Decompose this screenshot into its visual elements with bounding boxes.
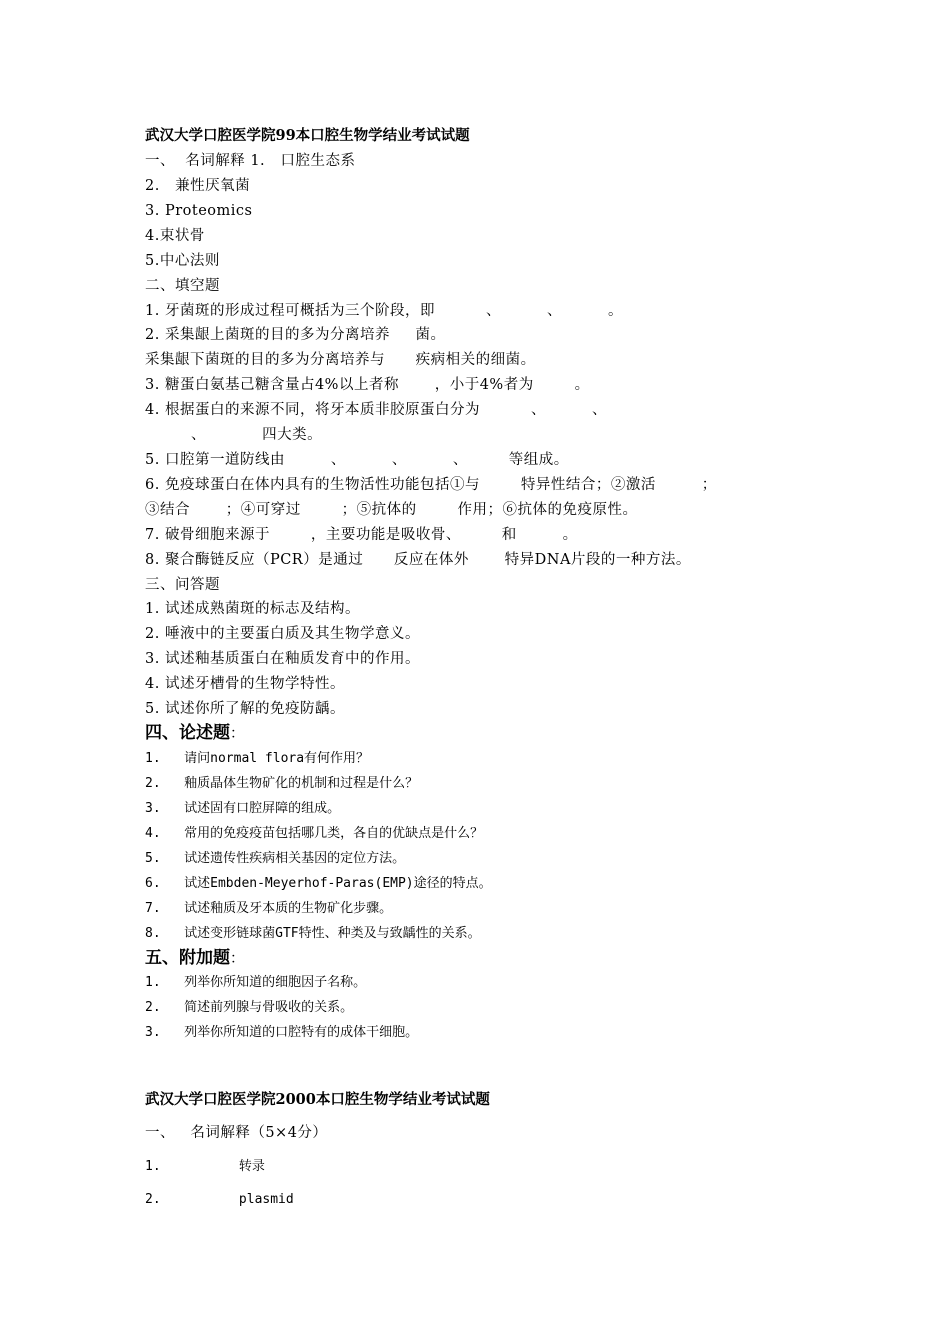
- section5-item: 3. 列举你所知道的口腔特有的成体干细胞。: [145, 1025, 419, 1040]
- section4-item: 2. 釉质晶体生物矿化的机制和过程是什么？: [145, 776, 419, 791]
- section4-item: 4. 常用的免疫疫苗包括哪几类，各自的优缺点是什么？: [145, 826, 484, 841]
- section1-item: 2. 兼性厌氧菌: [145, 178, 251, 194]
- exam2000-section1-item: 2. plasmid: [145, 1192, 294, 1207]
- section2-item: 1. 牙菌斑的形成过程可概括为三个阶段，即 、 、 。: [145, 303, 623, 319]
- section2-item: 3. 糖蛋白氨基己糖含量占4%以上者称 ，小于4%者为 。: [145, 377, 590, 393]
- section4-item: 1. 请问normal flora有何作用？: [145, 751, 370, 766]
- section2-item: 采集龈下菌斑的目的多为分离培养与 疾病相关的细菌。: [145, 352, 536, 368]
- section3-item: 2. 唾液中的主要蛋白质及其生物学意义。: [145, 626, 420, 642]
- section2-item: 、 四大类。: [145, 427, 323, 443]
- section2-heading: 二、填空题: [145, 278, 220, 294]
- section4-heading: [145, 723, 245, 744]
- section2-item: 2. 采集龈上菌斑的目的多为分离培养 菌。: [145, 327, 446, 343]
- section1-item: 5.中心法则: [145, 253, 220, 269]
- section4-item: 3. 试述固有口腔屏障的组成。: [145, 801, 341, 816]
- section5-item: 2. 简述前列腺与骨吸收的关系。: [145, 1000, 354, 1015]
- section4-heading-text: 四、论述题: [145, 723, 230, 743]
- section2-item: 5. 口腔第一道防线由 、 、 、 等组成。: [145, 452, 569, 468]
- section1-item: 3. Proteomics: [145, 203, 253, 219]
- section5-heading: [145, 948, 245, 969]
- section4-item: 7. 试述釉质及牙本质的生物矿化步骤。: [145, 901, 393, 916]
- section3-item: 5. 试述你所了解的免疫防龋。: [145, 701, 345, 717]
- section4-item: 8. 试述变形链球菌GTF特性、种类及与致龋性的关系。: [145, 926, 481, 941]
- exam-2000-title: 武汉大学口腔医学院2000本口腔生物学结业考试试题: [145, 1091, 490, 1108]
- section4-item: 5. 试述遗传性疾病相关基因的定位方法。: [145, 851, 406, 866]
- section2-item: 8. 聚合酶链反应（PCR）是通过 反应在体外 特异DNA片段的一种方法。: [145, 552, 691, 568]
- section3-item: 4. 试述牙槽骨的生物学特性。: [145, 676, 345, 692]
- section1-heading: 一、 名词解释 1. 口腔生态系: [145, 153, 356, 169]
- section2-item: 7. 破骨细胞来源于 ，主要功能是吸收骨、 和 。: [145, 527, 578, 543]
- section4-heading-colon: ：: [230, 726, 245, 742]
- exam-99-title: 武汉大学口腔医学院99本口腔生物学结业考试试题: [145, 127, 470, 144]
- section2-item: ③结合 ；④可穿过 ；⑤抗体的 作用；⑥抗体的免疫原性。: [145, 502, 638, 518]
- section3-item: 3. 试述釉基质蛋白在釉质发育中的作用。: [145, 651, 420, 667]
- section4-item: 6. 试述Embden-Meyerhof-Paras(EMP)途径的特点。: [145, 876, 492, 891]
- section5-heading-colon: ：: [230, 951, 245, 967]
- section2-item: 4. 根据蛋白的来源不同，将牙本质非胶原蛋白分为 、 、: [145, 402, 608, 418]
- section3-heading: 三、问答题: [145, 577, 220, 593]
- exam2000-section1-heading: 一、 名词解释（5×4分）: [145, 1125, 328, 1141]
- section5-item: 1. 列举你所知道的细胞因子名称。: [145, 975, 367, 990]
- section5-heading-text: 五、附加题: [145, 948, 230, 968]
- section1-item: 4.束状骨: [145, 228, 205, 244]
- exam2000-section1-item: 1. 转录: [145, 1159, 265, 1174]
- section3-item: 1. 试述成熟菌斑的标志及结构。: [145, 601, 360, 617]
- section2-item: 6. 免疫球蛋白在体内具有的生物活性功能包括①与 特异性结合；②激活 ；: [145, 477, 717, 493]
